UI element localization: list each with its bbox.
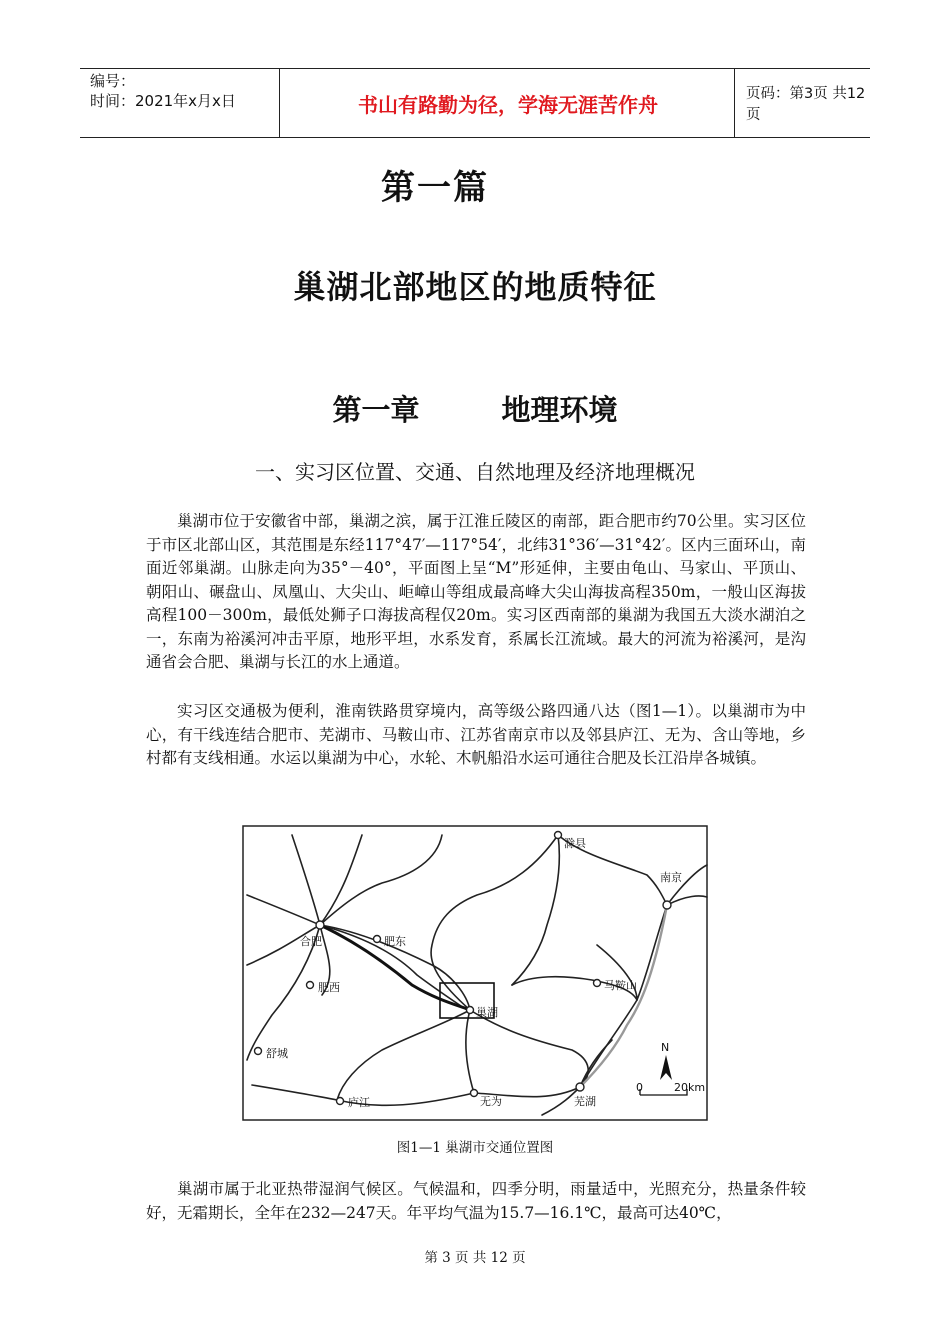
page-footer: 第 3 页 共 12 页: [424, 1250, 526, 1266]
header-table: [80, 68, 870, 138]
section-title: 一、实习区位置、交通、自然地理及经济地理概况: [255, 460, 695, 484]
header-meta-cell: [80, 69, 280, 137]
city-label-nanjing: 南京: [660, 871, 682, 884]
city-label-chaohu: 巢湖: [476, 1006, 498, 1019]
scale-end: 20km: [674, 1081, 706, 1094]
city-label-wuhu: 芜湖: [574, 1095, 596, 1108]
figure-caption: 图1—1 巢湖市交通位置图: [396, 1140, 554, 1156]
chapter-number: 第一章: [332, 393, 420, 427]
north-label: N: [661, 1041, 670, 1054]
city-label-wuwei: 无为: [480, 1095, 502, 1108]
paragraph-transport: 实习区交通极为便利，淮南铁路贯穿境内，高等级公路四通八达（图1—1）。以巢湖市为中心，有干线连结合肥市、芜湖市、马鞍山市、江苏省南京市以及邻县庐江、无为、含山等地，乡村都有支线相通。水运以巢湖为中心，水轮、木帆船沿水运可通往合肥及长江沿岸各城镇。: [146, 702, 806, 767]
city-label-feixi: 肥西: [318, 981, 340, 994]
number-label: 编号：: [90, 72, 136, 90]
part-title: 第一篇: [381, 168, 489, 208]
city-label-hefei: 合肥: [300, 935, 322, 948]
transport-map: [242, 825, 708, 1121]
paragraph-climate: 巢湖市属于北亚热带湿润气候区。气候温和，四季分明，雨量适中，光照充分，热量条件较好，无霜期长，全年在232—247天。年平均气温为15.7—16.1℃，最高可达40℃，: [146, 1180, 806, 1222]
chapter-title: [0, 388, 950, 429]
city-label-lujiang: 庐江: [348, 1096, 370, 1109]
time-label: 时间：2021年x月x日: [90, 92, 236, 110]
city-label-shucheng: 舒城: [266, 1047, 288, 1060]
scale-start: 0: [636, 1081, 643, 1094]
header-page-info: 页码：第3页 共12页: [746, 86, 866, 123]
city-label-chuxian: 滁县: [564, 837, 586, 850]
city-label-maanshan: 马鞍山: [604, 979, 637, 992]
map-frame: [243, 826, 707, 1120]
paragraph-location: 巢湖市位于安徽省中部，巢湖之滨，属于江淮丘陵区的南部，距合肥市约70公里。实习区位于市区北部山区，其范围是东经117°47′—117°54′，北纬31°36′—31°42′。区内三面环山，南面近邻巢湖。山脉走向为35°－40°，平面图上呈“M”形延伸，主要由龟山、马家山、平顶山、朝阳山、碾盘山、凤凰山、大尖山、岠嶂山等组成最高峰大尖山海拔高程350m，一般山区海拔高程100－300m，最低处狮子口海拔高程仅20m。实习区西南部的巢湖为我国五大淡水湖泊之一，东南为裕溪河冲击平原，地形平坦，水系发育，系属长江流域。最大的河流为裕溪河，是沟通省会合肥、巢湖与长江的水上通道。: [146, 512, 806, 671]
header-motto: 书山有路勤为径，学海无涯苦作舟: [282, 69, 735, 137]
main-title: 巢湖北部地区的地质特征: [293, 268, 657, 306]
chapter-name: 地理环境: [501, 393, 618, 427]
city-label-feidong: 肥东: [384, 935, 406, 948]
